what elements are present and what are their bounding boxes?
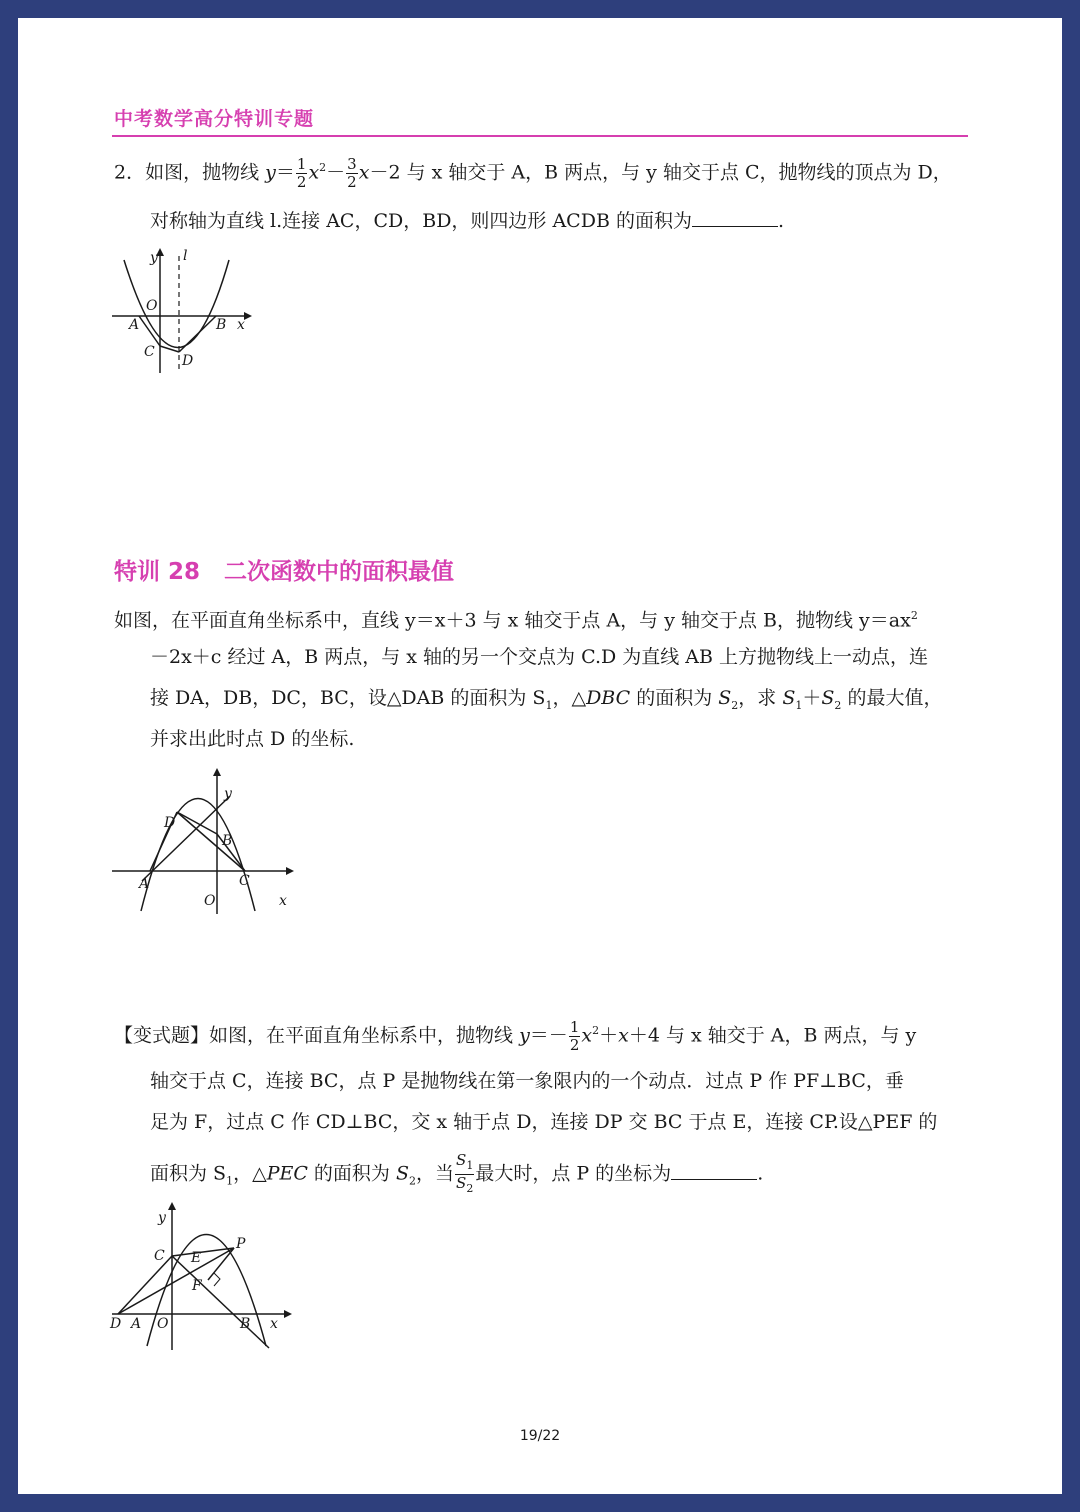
- segment-PF: [208, 1248, 234, 1280]
- problem2-line1: 2．如图，抛物线 y＝ $\frac{1}{2}$ $x^2-$ $\frac{3}{2}$ x－2 与 x 轴交于 A，B 两点，与 y 轴交于点 C，抛物线的顶点为 D，: [114, 154, 952, 191]
- label-A: A: [131, 1316, 142, 1332]
- label-A: A: [139, 876, 150, 892]
- page-number: 19/22: [519, 1428, 561, 1444]
- label-B: B: [222, 833, 233, 849]
- y-axis-arrow: [168, 1202, 176, 1210]
- answer-blank[interactable]: [671, 1161, 757, 1180]
- label-C: C: [144, 344, 155, 360]
- segment-DC: [177, 812, 245, 871]
- header-divider: [112, 135, 968, 137]
- variant-line4: 面积为 $S_1$，△PEC 的面积为 $S_2$，当 $\frac{S_1}{S_2}$ 最大时，点 P 的坐标为 .: [150, 1151, 764, 1195]
- label-B: B: [240, 1316, 251, 1332]
- problem2-line2: 对称轴为直线 l.连接 AC，CD，BD，则四边形 ACDB 的面积为 .: [150, 210, 785, 232]
- label-C: C: [239, 873, 250, 889]
- label-B: B: [216, 317, 227, 333]
- x-axis-arrow: [286, 867, 294, 875]
- label-P: P: [236, 1236, 246, 1252]
- label-O: O: [204, 893, 216, 909]
- label-y: y: [158, 1210, 166, 1226]
- label-F: F: [192, 1278, 202, 1294]
- variant-figure: [104, 1198, 304, 1358]
- problem28-line3: 接 DA，DB，DC，BC，设△DAB 的面积为 $S_1$，△DBC 的面积为 $S_2$，求 $S_1+S_2$ 的最大值，: [150, 687, 943, 712]
- label-y: y: [224, 786, 232, 802]
- variant-line3: 足为 F，过点 C 作 CD⊥BC，交 x 轴于点 D，连接 DP 交 BC 于点 E，连接 CP.设△PEF 的: [150, 1111, 938, 1133]
- label-x: x: [270, 1316, 278, 1332]
- variant-line1: 【变式题】如图，在平面直角坐标系中，抛物线 y＝－ $\frac{1}{2}$ $x^2+x+4$ 与 x 轴交于 A，B 两点，与 y: [114, 1017, 917, 1054]
- label-O: O: [146, 298, 158, 314]
- label-E: E: [191, 1250, 202, 1266]
- problem2-figure: [104, 238, 264, 388]
- line-BC: [172, 1256, 269, 1348]
- label-x: x: [237, 317, 245, 333]
- problem28-line1: 如图，在平面直角坐标系中，直线 y＝x＋3 与 x 轴交于点 A，与 y 轴交于点 B，抛物线 $y=ax^2$: [114, 609, 918, 632]
- segment-CP: [172, 1248, 234, 1256]
- label-D: D: [182, 353, 194, 369]
- x-axis-arrow: [284, 1310, 292, 1318]
- label-y: y: [150, 250, 158, 266]
- label-D: D: [164, 815, 176, 831]
- variant-line2: 轴交于点 C，连接 BC，点 P 是抛物线在第一象限内的一个动点．过点 P 作 PF⊥BC，垂: [150, 1070, 904, 1092]
- segment-CD: [118, 1256, 172, 1314]
- problem28-line2: －2x＋c 经过 A，B 两点，与 x 轴的另一个交点为 C.D 为直线 AB 上方抛物线上一动点，连: [150, 646, 929, 668]
- segment-DP: [118, 1248, 234, 1314]
- segment-BD: [179, 316, 216, 352]
- x-axis-arrow: [244, 312, 252, 320]
- y-axis-arrow: [213, 768, 221, 776]
- problem28-line4: 并求出此时点 D 的坐标.: [150, 728, 355, 750]
- right-angle-mark: [214, 1273, 220, 1286]
- answer-blank[interactable]: [692, 208, 778, 227]
- segment-AC: [139, 316, 160, 346]
- label-A: A: [129, 317, 140, 333]
- label-D: D: [110, 1316, 122, 1332]
- label-x: x: [279, 893, 287, 909]
- section-title: 特训 28 二次函数中的面积最值: [114, 559, 455, 585]
- problem28-figure: [104, 764, 304, 924]
- label-C: C: [154, 1248, 165, 1264]
- document-page: [18, 18, 1062, 1494]
- parabola: [124, 260, 229, 348]
- label-l: l: [183, 248, 188, 264]
- page-header-title: 中考数学高分特训专题: [114, 108, 315, 130]
- label-O: O: [157, 1316, 169, 1332]
